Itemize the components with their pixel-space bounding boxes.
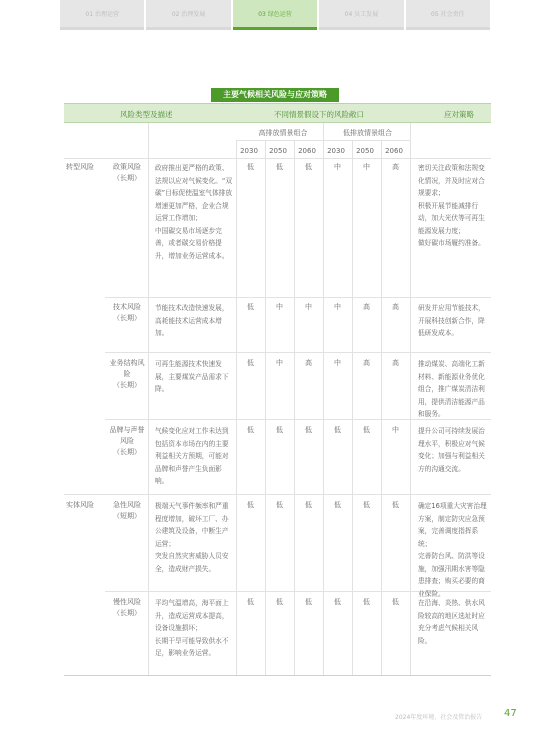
exposure-level: 低 (276, 598, 283, 606)
exposure-level: 低 (392, 501, 399, 509)
table-title: 主要气候相关风险与应对策略 (211, 88, 339, 102)
tab-1[interactable]: 01 治理运营 (60, 0, 144, 30)
risk-name: 政策风险 （长期） (113, 163, 141, 182)
tab-5[interactable]: 05 社会责任 (406, 0, 490, 30)
divider (410, 123, 411, 675)
exposure-level: 中 (305, 303, 312, 311)
year-high-2030: 2030 (240, 147, 258, 155)
exposure-level: 低 (276, 426, 283, 434)
exposure-level: 高 (392, 303, 399, 311)
divider (148, 123, 149, 675)
risk-description: 极端天气事件频率和严重程度增加，破坏工厂、办公建筑及设备，中断生产运营； 突发自然灾害威胁人员安全，造成财产损失。 (155, 502, 229, 573)
category-transition: 转型风险 (66, 163, 94, 171)
exposure-level: 中 (392, 426, 399, 434)
risk-name: 业务结构风险 （长期） (109, 359, 145, 389)
row-divider (64, 494, 491, 495)
divider (265, 140, 266, 675)
section-tabs (60, 0, 490, 30)
risk-name: 慢性风险 （长期） (113, 598, 141, 617)
tab-3-active[interactable]: 03 绿色运营 (233, 0, 317, 30)
response-strategy: 推动煤炭、高端化工新材料、新能源业务优化组合，推广煤炭清洁利用，提供清洁能源产品和服务。 (418, 360, 485, 418)
risk-description: 气候变化应对工作未达到包括资本市场在内的主要利益相关方预期，可能对品牌和声誉产生负面影响。 (155, 427, 229, 485)
exposure-level: 低 (305, 501, 312, 509)
category-physical: 实体风险 (66, 501, 94, 509)
exposure-level: 中 (334, 303, 341, 311)
exposure-level: 高 (305, 359, 312, 367)
exposure-level: 低 (305, 163, 312, 171)
exposure-level: 低 (247, 501, 254, 509)
exposure-level: 低 (247, 598, 254, 606)
tab-4[interactable]: 04 员工发展 (319, 0, 403, 30)
exposure-level: 中 (363, 163, 370, 171)
row-divider (105, 352, 491, 353)
divider (64, 158, 491, 159)
exposure-level: 高 (392, 359, 399, 367)
response-strategy: 密切关注政策和法规变化情况，并及时应对合规要求； 积极开展节能减排行动，加大光伏等可再生能源发展力度； 做好碳市场履约准备。 (418, 164, 485, 247)
table-bottom (64, 675, 491, 676)
divider (381, 140, 382, 675)
exposure-level: 低 (334, 426, 341, 434)
exposure-level: 高 (363, 359, 370, 367)
header-risk-type: 风险类型及描述 (120, 110, 173, 119)
exposure-level: 低 (276, 163, 283, 171)
exposure-level: 低 (276, 501, 283, 509)
risk-name: 急性风险 （短期） (113, 501, 141, 520)
exposure-level: 低 (305, 426, 312, 434)
exposure-level: 高 (392, 163, 399, 171)
risk-description: 平均气温增高，海平面上升，造成运营成本提高，设备设施损坏； 长期干旱可能导致供水不足，影响业务运营。 (155, 599, 229, 657)
exposure-level: 高 (363, 303, 370, 311)
footer-report: 2024年度环境、社会及管治报告 (395, 714, 483, 721)
risk-description: 节能技术改造快速发展，高耗能技术运营成本增加。 (155, 304, 229, 337)
tab-2[interactable]: 02 治理发展 (146, 0, 230, 30)
divider (236, 140, 237, 675)
exposure-level: 低 (334, 501, 341, 509)
year-high-2050: 2050 (269, 147, 287, 155)
risk-description: 可再生能源技术快速发展，主要煤炭产品需求下降。 (155, 360, 229, 393)
exposure-level: 低 (363, 598, 370, 606)
exposure-level: 低 (247, 426, 254, 434)
exposure-level: 低 (363, 501, 370, 509)
header-exposure: 不同情景假设下的风险敞口 (274, 110, 364, 119)
risk-name: 品牌与声誉风险 （长期） (109, 426, 145, 456)
response-strategy: 确定16项重大灾害治理方案，制定防灾应急预案，完善调度指挥系统； 完善防台风、防洪等设施，加强汛期水害等隐患排查；购买必要的商业保险。 (418, 502, 487, 598)
response-strategy: 在沿海、炎热、供水风险较高的地区选址时应充分考虑气候相关风险。 (418, 599, 485, 645)
risk-description: 政府推出更严格的政策、法规以应对气候变化。“双碳”目标促使温室气体排放增速更加严格，企业合规运营工作增加； 中国碳交易市场逐步完善，或者碳交易价格提升，增加业务运营成本。 (155, 164, 233, 260)
exposure-level: 中 (276, 359, 283, 367)
divider (294, 140, 295, 675)
row-divider (105, 297, 491, 298)
divider (352, 140, 353, 675)
year-low-2060: 2060 (385, 147, 403, 155)
header-strategy: 应对策略 (444, 110, 474, 119)
year-low-2050: 2050 (356, 147, 374, 155)
divider (323, 123, 324, 675)
exposure-level: 低 (247, 359, 254, 367)
exposure-level: 低 (305, 598, 312, 606)
page-number: 47 (504, 708, 517, 719)
exposure-level: 低 (392, 598, 399, 606)
response-strategy: 提升公司可持续发展治理水平，积极应对气候变化；加强与利益相关方的沟通交流。 (418, 427, 485, 473)
exposure-level: 中 (334, 163, 341, 171)
exposure-level: 低 (363, 426, 370, 434)
header-low-emission: 低排放情景组合 (343, 129, 392, 137)
exposure-level: 中 (276, 303, 283, 311)
header-high-emission: 高排放情景组合 (258, 129, 308, 137)
risk-name: 技术风险 （长期） (113, 303, 141, 322)
year-high-2060: 2060 (298, 147, 316, 155)
exposure-level: 低 (334, 598, 341, 606)
table-header (64, 103, 491, 123)
exposure-level: 低 (247, 163, 254, 171)
exposure-level: 低 (247, 303, 254, 311)
year-low-2030: 2030 (327, 147, 345, 155)
exposure-level: 中 (334, 359, 341, 367)
response-strategy: 研发并应用节能技术，开展科技创新合作，降低研发成本。 (418, 304, 485, 337)
